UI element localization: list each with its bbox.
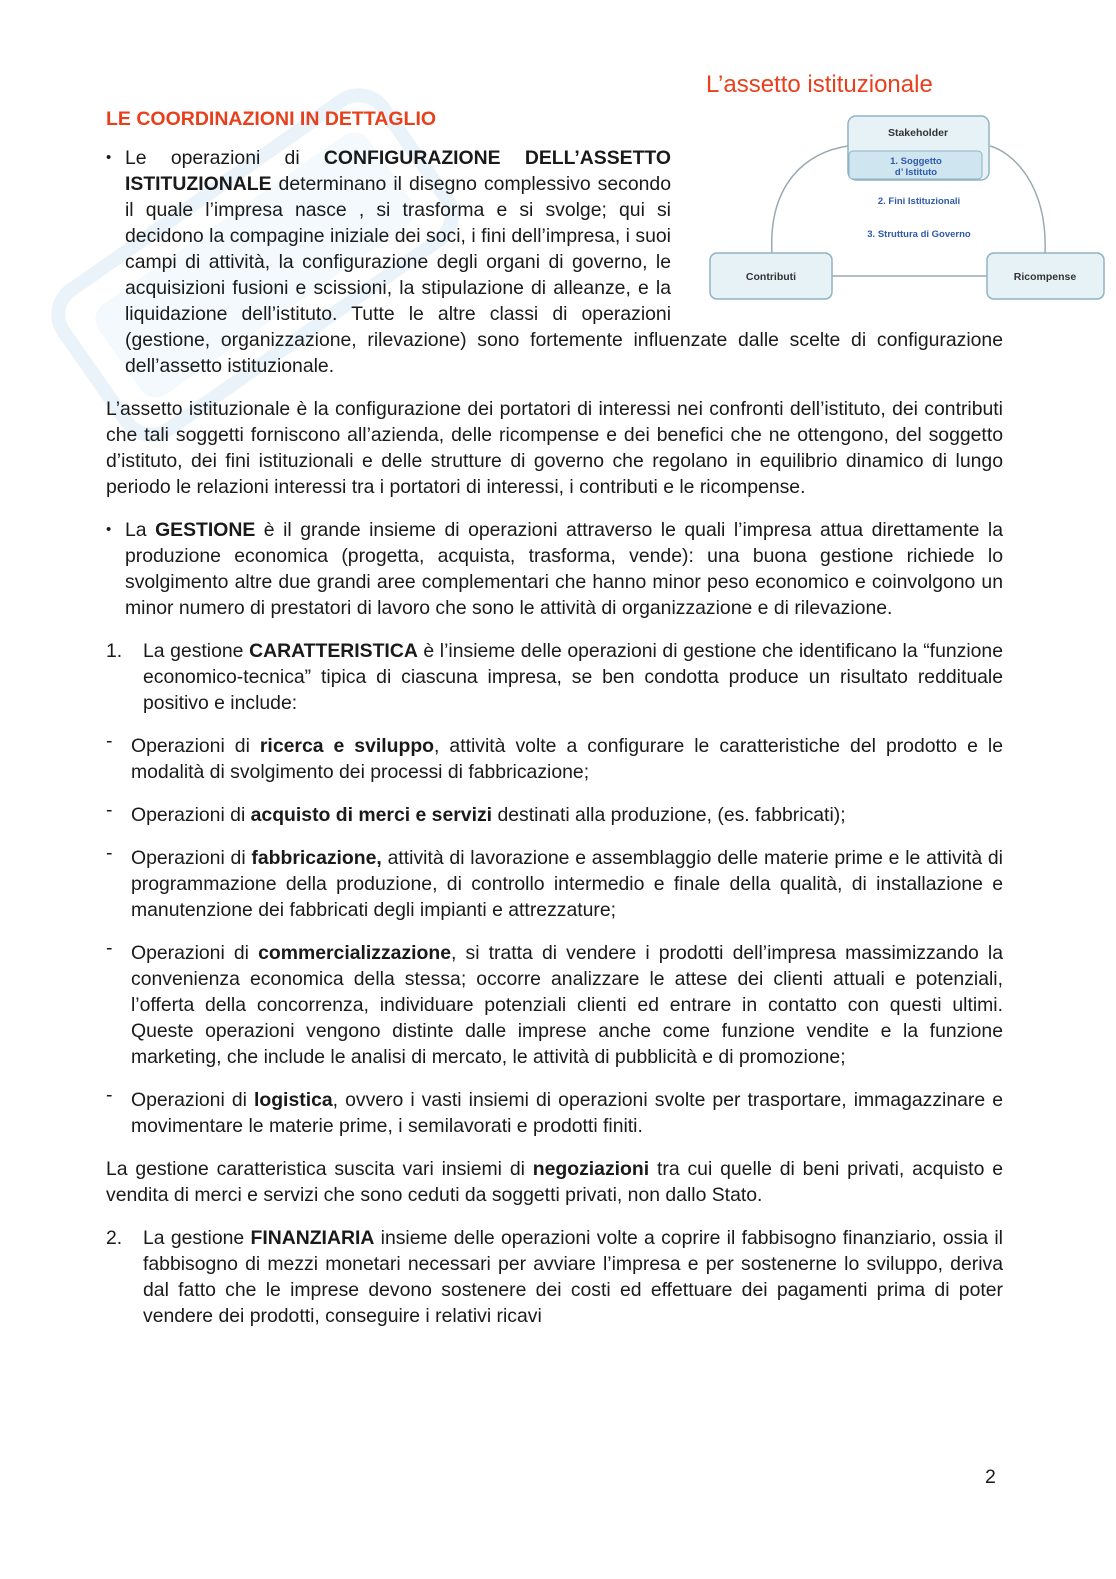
item-pre: La gestione xyxy=(143,640,250,662)
contributi-label: Contributi xyxy=(745,271,797,283)
dash-bold: acquisto di merci e servizi xyxy=(250,804,493,826)
page-number: 2 xyxy=(985,1466,996,1488)
bullet-assetto-bold: CONFIGURAZIONE DELL’ASSETTO ISTITUZIONALE xyxy=(125,147,671,195)
dash-post: , ovvero i vasti insiemi di operazioni svolte per trasportare, immagazzinare e movimentare le materie prime, i semilavorati e prodotti finiti. xyxy=(131,1089,1004,1137)
fini-label: 2. Fini Istituzionali xyxy=(877,196,961,207)
bullet-gestione-bold: GESTIONE xyxy=(155,519,256,541)
bullet-marker: • xyxy=(106,521,112,538)
dash-post: destinati alla produzione, (es. fabbricati); xyxy=(492,804,846,826)
bullet-assetto-post: determinano il disegno complessivo secondo il quale l’impresa nasce , si trasforma e si svolge; qui si decidono la compagine iniziale dei soci, i fini dell’impresa, i suoi campi di attività, la configurazione degli organi di governo, le acquisizioni fusioni e scissioni, la stipulazione di alleanze, e la liquidazione dell’istituto. Tutte le altre classi di operazioni (gestione, organizzazione, rilevazione) sono fortemente influenzate dalle scelte di configurazione dell’assetto istituzionale. xyxy=(125,173,1003,377)
bullet-gestione-post: è il grande insieme di operazioni attraverso le quali l’impresa attua direttamente la produzione economica (progetta, acquista, trasforma, vende): una buona gestione richiede lo svolgimento altre due grandi aree complementari che hanno minor peso economico e coinvolgono un minor numero di prestatori di lavoro che sono le attività di organizzazione e di rilevazione. xyxy=(125,519,1003,619)
dash-bold: ricerca e sviluppo xyxy=(259,735,435,757)
bullet-assetto xyxy=(106,145,1003,379)
stakeholder-label: Stakeholder xyxy=(887,127,949,139)
bullet-assetto-pre: Le operazioni di xyxy=(125,147,324,169)
diagram-title: L’assetto istituzionale xyxy=(706,71,933,98)
soggetto-label-1: 1. Soggetto xyxy=(890,156,942,167)
paragraph-negoziazioni xyxy=(106,1156,1003,1208)
dash-pre: Operazioni di xyxy=(131,735,260,757)
p2-pre: La gestione caratteristica suscita vari insiemi di xyxy=(106,1158,533,1180)
dash-marker: - xyxy=(106,799,113,821)
numbered-item-finanziaria xyxy=(106,1225,1003,1329)
numbered-item-caratteristica xyxy=(106,638,1003,716)
dash-item-ricerca xyxy=(106,730,1003,785)
diagram-spacer xyxy=(671,145,1003,313)
p2-post: tra cui quelle di beni privati, acquisto e vendita di merci e servizi che sono ceduti da soggetti privati, non dallo Stato. xyxy=(106,1158,1003,1206)
dash-item-logistica xyxy=(106,1084,1004,1139)
item-number: 1. xyxy=(106,640,123,662)
dash-pre: Operazioni di xyxy=(131,847,252,869)
bullet-gestione xyxy=(106,517,1003,621)
dash-pre: Operazioni di xyxy=(131,942,259,964)
ricompense-label: Ricompense xyxy=(1013,271,1077,283)
dash-post: , si tratta di vendere i prodotti dell’impresa massimizzando la convenienza economica della stessa; occorre analizzare le attese dei clienti attuali e potenziali, l’offerta della concorrenza, individuare potenziali clienti ed entrare in contatto con questi ultimi. Queste operazioni vengono distinte dalle imprese anche come funzione vendite e la funzione marketing, che include le analisi di mercato, le attività di pubblicità e di promozione; xyxy=(131,942,1003,1068)
soggetto-label-2: d’ Istituto xyxy=(894,167,938,178)
bullet-marker: • xyxy=(106,149,112,166)
dash-marker: - xyxy=(106,730,113,752)
dash-marker: - xyxy=(106,1084,113,1106)
dash-post: attività di lavorazione e assemblaggio delle materie prime e le attività di programmazione della produzione, di controllo intermedio e finale della qualità, di installazione e manutenzione dei fabbricati degli impianti e attrezzature; xyxy=(131,847,1003,921)
paragraph-assetto-definition: L’assetto istituzionale è la configurazione dei portatori di interessi nei confronti dell’istituto, dei contributi che tali soggetti forniscono all’azienda, delle ricompense e dei benefici che ne ottengono, del soggetto d’istituto, dei fini istituzionali e delle strutture di governo che regolano in equilibrio dinamico di lungo periodo le relazioni interessi tra i portatori di interessi, i contributi e le ricompense. xyxy=(106,398,1003,498)
item-post: è l’insieme delle operazioni di gestione che identificano la “funzione economico-tecnica” tipica di ciascuna impresa, se ben condotta produce un risultato reddituale positivo e include: xyxy=(143,640,1003,714)
bullet-gestione-pre: La xyxy=(125,519,156,541)
dash-item-commercializzazione xyxy=(106,937,1003,1070)
struttura-label: 3. Struttura di Governo xyxy=(867,229,971,240)
item-number: 2. xyxy=(106,1227,123,1249)
dash-marker: - xyxy=(106,937,113,959)
item-bold: CARATTERISTICA xyxy=(249,640,418,662)
dash-pre: Operazioni di xyxy=(131,804,251,826)
document-body xyxy=(106,104,1003,1346)
dash-post: , attività volte a configurare le caratteristiche del prodotto e le modalità di svolgimento dei processi di fabbricazione; xyxy=(131,735,1003,783)
dash-item-acquisto xyxy=(106,799,1003,828)
dash-bold: logistica xyxy=(253,1089,333,1111)
p2-bold: negoziazioni xyxy=(532,1158,650,1180)
dash-pre: Operazioni di xyxy=(131,1089,254,1111)
dash-bold: commercializzazione xyxy=(258,942,452,964)
item-bold: FINANZIARIA xyxy=(250,1227,375,1249)
dash-bold: fabbricazione, xyxy=(251,847,382,869)
item-post: insieme delle operazioni volte a coprire il fabbisogno finanziario, ossia il fabbisogno di mezzi monetari necessari per avviare l’impresa e per sostenerne lo sviluppo, deriva dal fatto che le imprese devono sostenere dei costi ed effettuare dei pagamenti prima di poter vendere dei prodotti, conseguire i relativi ricavi xyxy=(143,1227,1003,1327)
dash-marker: - xyxy=(106,842,113,864)
section-heading: LE COORDINAZIONI IN DETTAGLIO xyxy=(106,108,437,130)
item-pre: La gestione xyxy=(143,1227,251,1249)
dash-item-fabbricazione xyxy=(106,842,1003,923)
